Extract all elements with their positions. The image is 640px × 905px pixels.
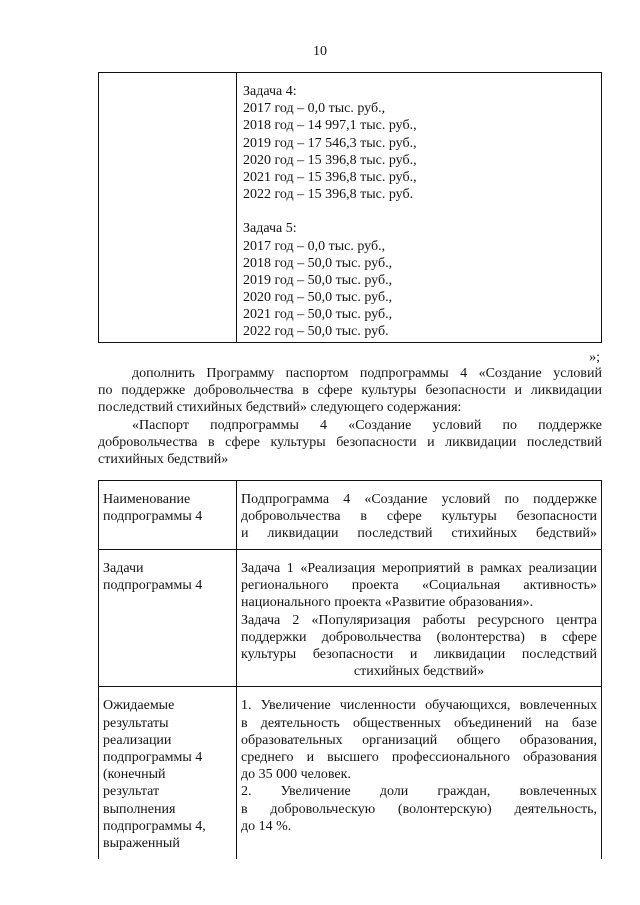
page-number: 10 <box>313 44 327 59</box>
value-line: добровольчества в сфере культуры безопасности <box>241 509 597 525</box>
label-line: результаты <box>103 715 169 731</box>
row-value <box>237 687 602 860</box>
paragraph-line: последствий стихийных бедствий» следующего содержания: <box>98 400 462 416</box>
label-line: Наименование <box>103 492 191 507</box>
label-line: выраженный <box>103 836 180 852</box>
label-line: Ожидаемые <box>103 698 175 714</box>
value-line: в деятельность общественных объединений на базе <box>241 715 597 731</box>
value-line: 2. Увеличение доли граждан, вовлеченных <box>241 784 597 800</box>
task5-line: 2022 год – 50,0 тыс. руб. <box>243 324 389 340</box>
intro-paragraph <box>98 365 602 417</box>
value-line: Задача 1 «Реализация мероприятий в рамках реализации <box>241 561 597 576</box>
label-line: подпрограммы 4, <box>103 818 206 834</box>
task4-title: Задача 4: <box>243 84 297 99</box>
passport-heading <box>98 417 602 469</box>
heading-line: стихийных бедствий» <box>98 452 229 468</box>
task5-line: 2019 год – 50,0 тыс. руб., <box>243 272 393 288</box>
row-value <box>237 550 602 687</box>
value-line: поддержки добровольчества (волонтерства) в сфере <box>241 629 597 645</box>
label-line: подпрограммы 4 <box>103 509 203 525</box>
table-row <box>99 481 602 550</box>
row-label <box>99 481 237 550</box>
task4-line: 2020 год – 15 396,8 тыс. руб., <box>243 152 417 168</box>
passport-table <box>98 480 602 859</box>
value-line: до 14 %. <box>241 818 292 834</box>
table-column-divider <box>236 73 237 342</box>
table-row <box>99 550 602 687</box>
task4-line: 2021 год – 15 396,8 тыс. руб., <box>243 169 417 185</box>
heading-line: «Паспорт подпрограммы 4 «Создание условий по поддержке <box>132 418 602 433</box>
funding-cell <box>243 83 593 341</box>
label-line: подпрограммы 4 <box>103 750 203 766</box>
label-line: реализации <box>103 732 172 748</box>
task4-line: 2019 год – 17 546,3 тыс. руб., <box>243 135 417 151</box>
table-row <box>99 687 602 860</box>
task4-line: 2017 год – 0,0 тыс. руб., <box>243 101 386 117</box>
value-line: образовательных организаций общего образования, <box>241 732 597 748</box>
value-line: среднего и высшего профессионального образования <box>241 750 597 766</box>
heading-line: добровольчества в сфере культуры безопасности и ликвидации последствий <box>98 435 602 451</box>
task5-title: Задача 5: <box>243 221 297 237</box>
label-line: подпрограммы 4 <box>103 578 203 594</box>
value-line: стихийных бедствий» <box>353 664 485 680</box>
value-line: 1. Увеличение численности обучающихся, вовлеченных <box>241 698 597 714</box>
task4-line: 2018 год – 14 997,1 тыс. руб., <box>243 118 417 134</box>
closing-quote: »; <box>589 350 600 365</box>
label-line: результат <box>103 784 160 800</box>
task4-line: 2022 год – 15 396,8 тыс. руб. <box>243 187 414 203</box>
value-line: регионального проекта «Социальная активность» <box>241 578 597 594</box>
value-line: и ликвидации последствий стихийных бедствий» <box>241 526 597 542</box>
paragraph-line: дополнить Программу паспортом подпрограммы 4 «Создание условий <box>132 366 602 381</box>
funding-table-continuation <box>98 72 602 343</box>
task5-line: 2017 год – 0,0 тыс. руб., <box>243 238 386 254</box>
label-line: (конечный <box>103 767 166 783</box>
row-value <box>237 481 602 550</box>
value-line: культуры безопасности и ликвидации последствий <box>241 647 597 663</box>
value-line: до 35 000 человек. <box>241 767 351 783</box>
row-label <box>99 550 237 687</box>
value-line: в добровольческую (волонтерскую) деятельность, <box>241 801 597 817</box>
value-line: Подпрограмма 4 «Создание условий по поддержке <box>241 492 597 507</box>
value-line: национального проекта «Развитие образования». <box>241 595 534 611</box>
task5-line: 2018 год – 50,0 тыс. руб., <box>243 255 393 271</box>
value-line: Задача 2 «Популяризация работы ресурсного центра <box>241 612 597 628</box>
task5-line: 2020 год – 50,0 тыс. руб., <box>243 290 393 306</box>
paragraph-line: по поддержке добровольчества в сфере культуры безопасности и ликвидации <box>98 383 602 399</box>
label-line: выполнения <box>103 801 176 817</box>
row-label <box>99 687 237 860</box>
label-line: Задачи <box>103 561 144 576</box>
task5-line: 2021 год – 50,0 тыс. руб., <box>243 307 393 323</box>
